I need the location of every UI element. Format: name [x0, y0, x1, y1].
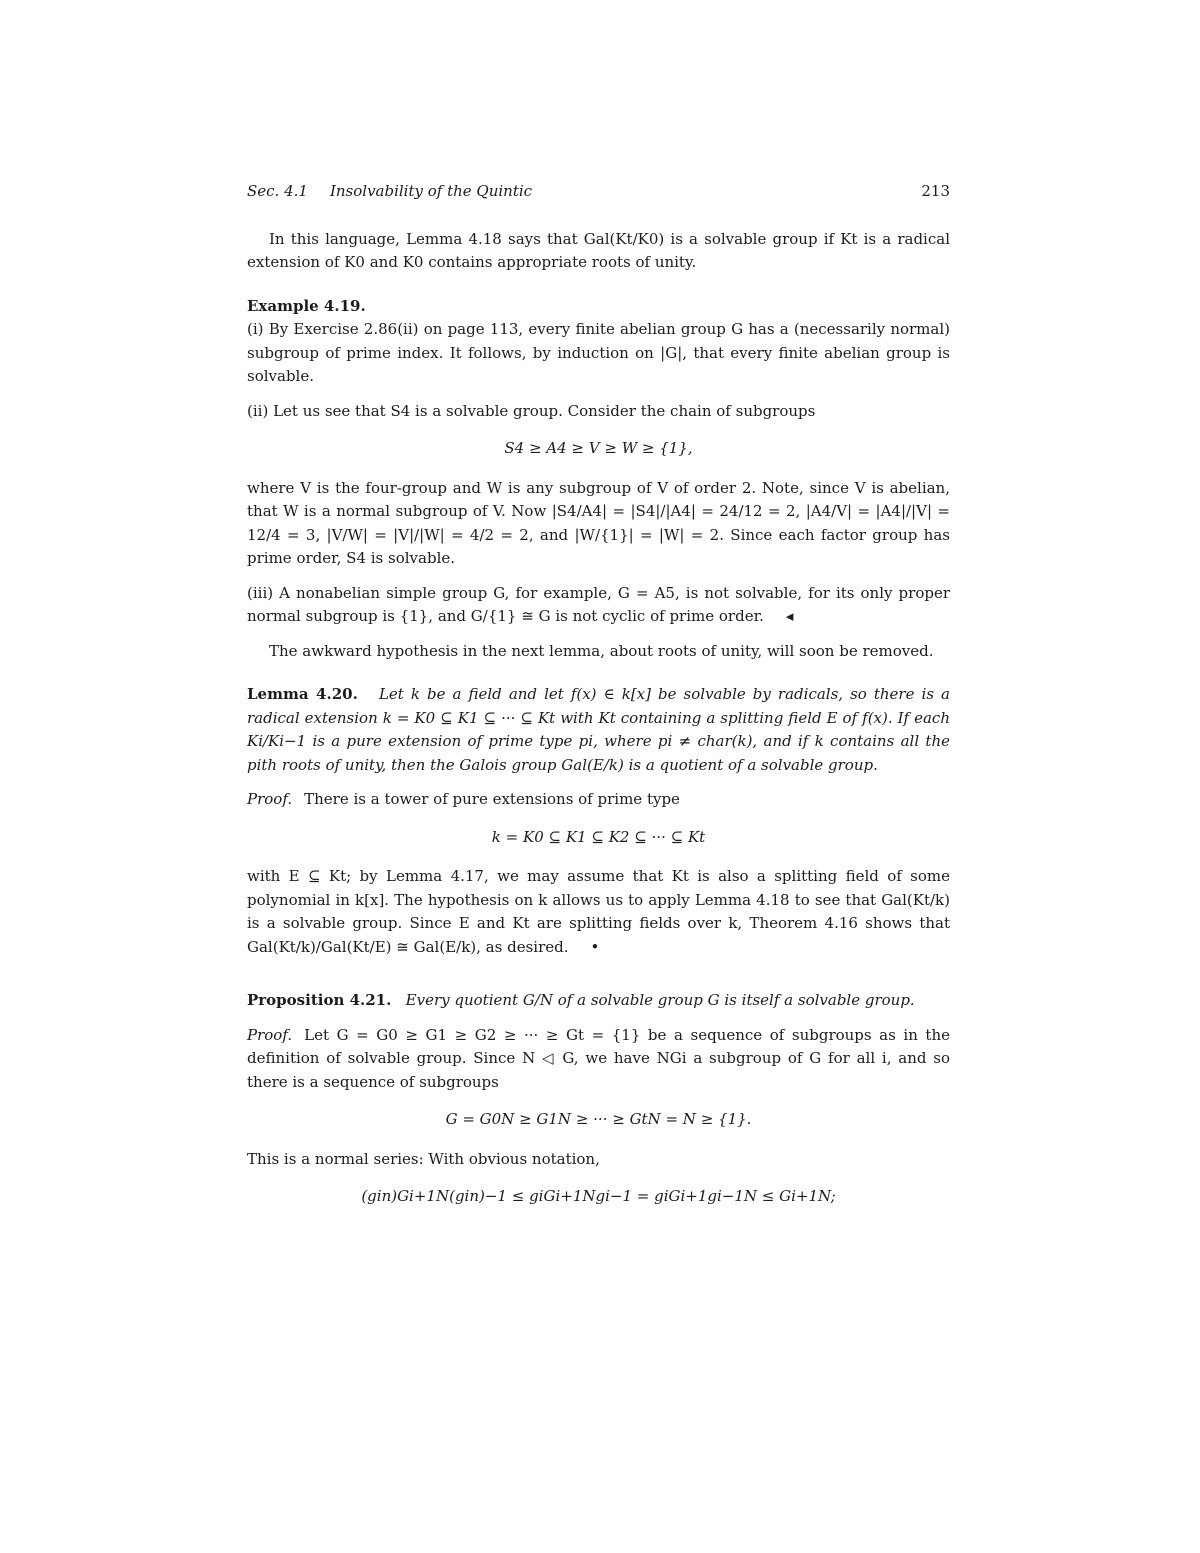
example-heading: Example 4.19.: [247, 296, 366, 315]
awkward-paragraph: The awkward hypothesis in the next lemma, about roots of unity, will soon be removed.: [269, 641, 934, 660]
proof-proposition: [247, 1024, 950, 1095]
lemma-statement: Let k be a field and let f(x) ∈ k[x] be solvable by radicals, so there is a radical extension k = K0 ⊆ K1 ⊆ ··· ⊆ Kt with Kt containing a splitting field E of f(x). If each Ki/Ki−1 is a pure extension of prime type pi, where pi ≠ char(k), and if k contains all the pith roots of unity, then the Galois group Gal(E/k) is a quotient of a solvable group.: [247, 685, 951, 774]
section-number: Sec. 4.1: [247, 182, 308, 200]
lemma-heading: Lemma 4.20.: [247, 685, 358, 703]
example-part-iii-text: (iii) A nonabelian simple group G, for example, G = A5, is not solvable, for its only proper normal subgroup is {1}, and G/{1} ≅ G is not cyclic of prime order.: [247, 583, 950, 625]
proof-lemma-continued: [247, 865, 950, 959]
proof-lemma: [247, 788, 950, 812]
example-part-i: (i) By Exercise 2.86(ii) on page 113, every finite abelian group G has a (necessarily normal) subgroup of prime index. It follows, by induction on |G|, that every finite abelian group is solvable.: [247, 320, 950, 385]
end-of-example-mark: ◂: [785, 607, 794, 625]
intro-paragraph: In this language, Lemma 4.18 says that Gal(Kt/K0) is a solvable group if Kt is a radical extension of K0 and K0 contains appropriate roots of unity.: [247, 229, 950, 271]
proposition-statement: Every quotient G/N of a solvable group G is itself a solvable group.: [405, 991, 915, 1009]
proof-label: Proof.: [247, 1025, 293, 1044]
page-number: 213: [921, 182, 950, 200]
proof-text: There is a tower of pure extensions of prime type: [304, 790, 680, 808]
running-header: [247, 180, 950, 204]
page: [247, 180, 950, 1225]
proof-label: Proof.: [247, 790, 293, 808]
proposition-heading: Proposition 4.21.: [247, 991, 392, 1009]
example-part-ii: (ii) Let us see that S4 is a solvable group. Consider the chain of subgroups: [247, 401, 816, 420]
display-equation: (gin)Gi+1N(gin)−1 ≤ giGi+1Ngi−1 = giGi+1gi−1N ≤ Gi+1N;: [361, 1187, 836, 1205]
display-equation: k = K0 ⊆ K1 ⊆ K2 ⊆ ··· ⊆ Kt: [491, 827, 706, 846]
qed-mark: •: [590, 937, 600, 956]
display-equation: S4 ≥ A4 ≥ V ≥ W ≥ {1},: [504, 439, 693, 457]
header-left: [247, 180, 554, 204]
proof-text: Let G = G0 ≥ G1 ≥ G2 ≥ ··· ≥ Gt = {1} be a sequence of subgroups as in the definition of solvable group. Since N ◁ G, we have NGi a subgroup of G for all i, and so there is a sequence of subgroups: [247, 1025, 950, 1091]
display-equation: G = G0N ≥ G1N ≥ ··· ≥ GtN = N ≥ {1}.: [445, 1110, 752, 1128]
proof-proposition-continued: This is a normal series: With obvious notation,: [247, 1149, 600, 1168]
example-4-19: [247, 295, 950, 629]
example-part-iii: [247, 582, 950, 629]
proof-text: with E ⊆ Kt; by Lemma 4.17, we may assume that Kt is also a splitting field of some polynomial in k[x]. The hypothesis on k allows us to apply Lemma 4.18 to see that Gal(Kt/k) is a solvable group. Since E and Kt are splitting fields over k, Theorem 4.16 shows that Gal(Kt/k)/Gal(Kt/E) ≅ Gal(E/k), as desired.: [247, 867, 950, 956]
lemma-4-20: [247, 683, 950, 777]
proposition-4-21: [247, 989, 950, 1013]
section-title: Insolvability of the Quintic: [329, 182, 533, 200]
example-part-ii-continued: where V is the four-group and W is any subgroup of V of order 2. Note, since V is abelian, that W is a normal subgroup of V. Now |S4/A4| = |S4|/|A4| = 24/12 = 2, |A4/V| = |A4|/|V| = 12/4 = 3, |V/W| = |V|/|W| = 4/2 = 2, and |W/{1}| = |W| = 2. Since each factor group has prime order, S4 is solvable.: [247, 478, 950, 567]
